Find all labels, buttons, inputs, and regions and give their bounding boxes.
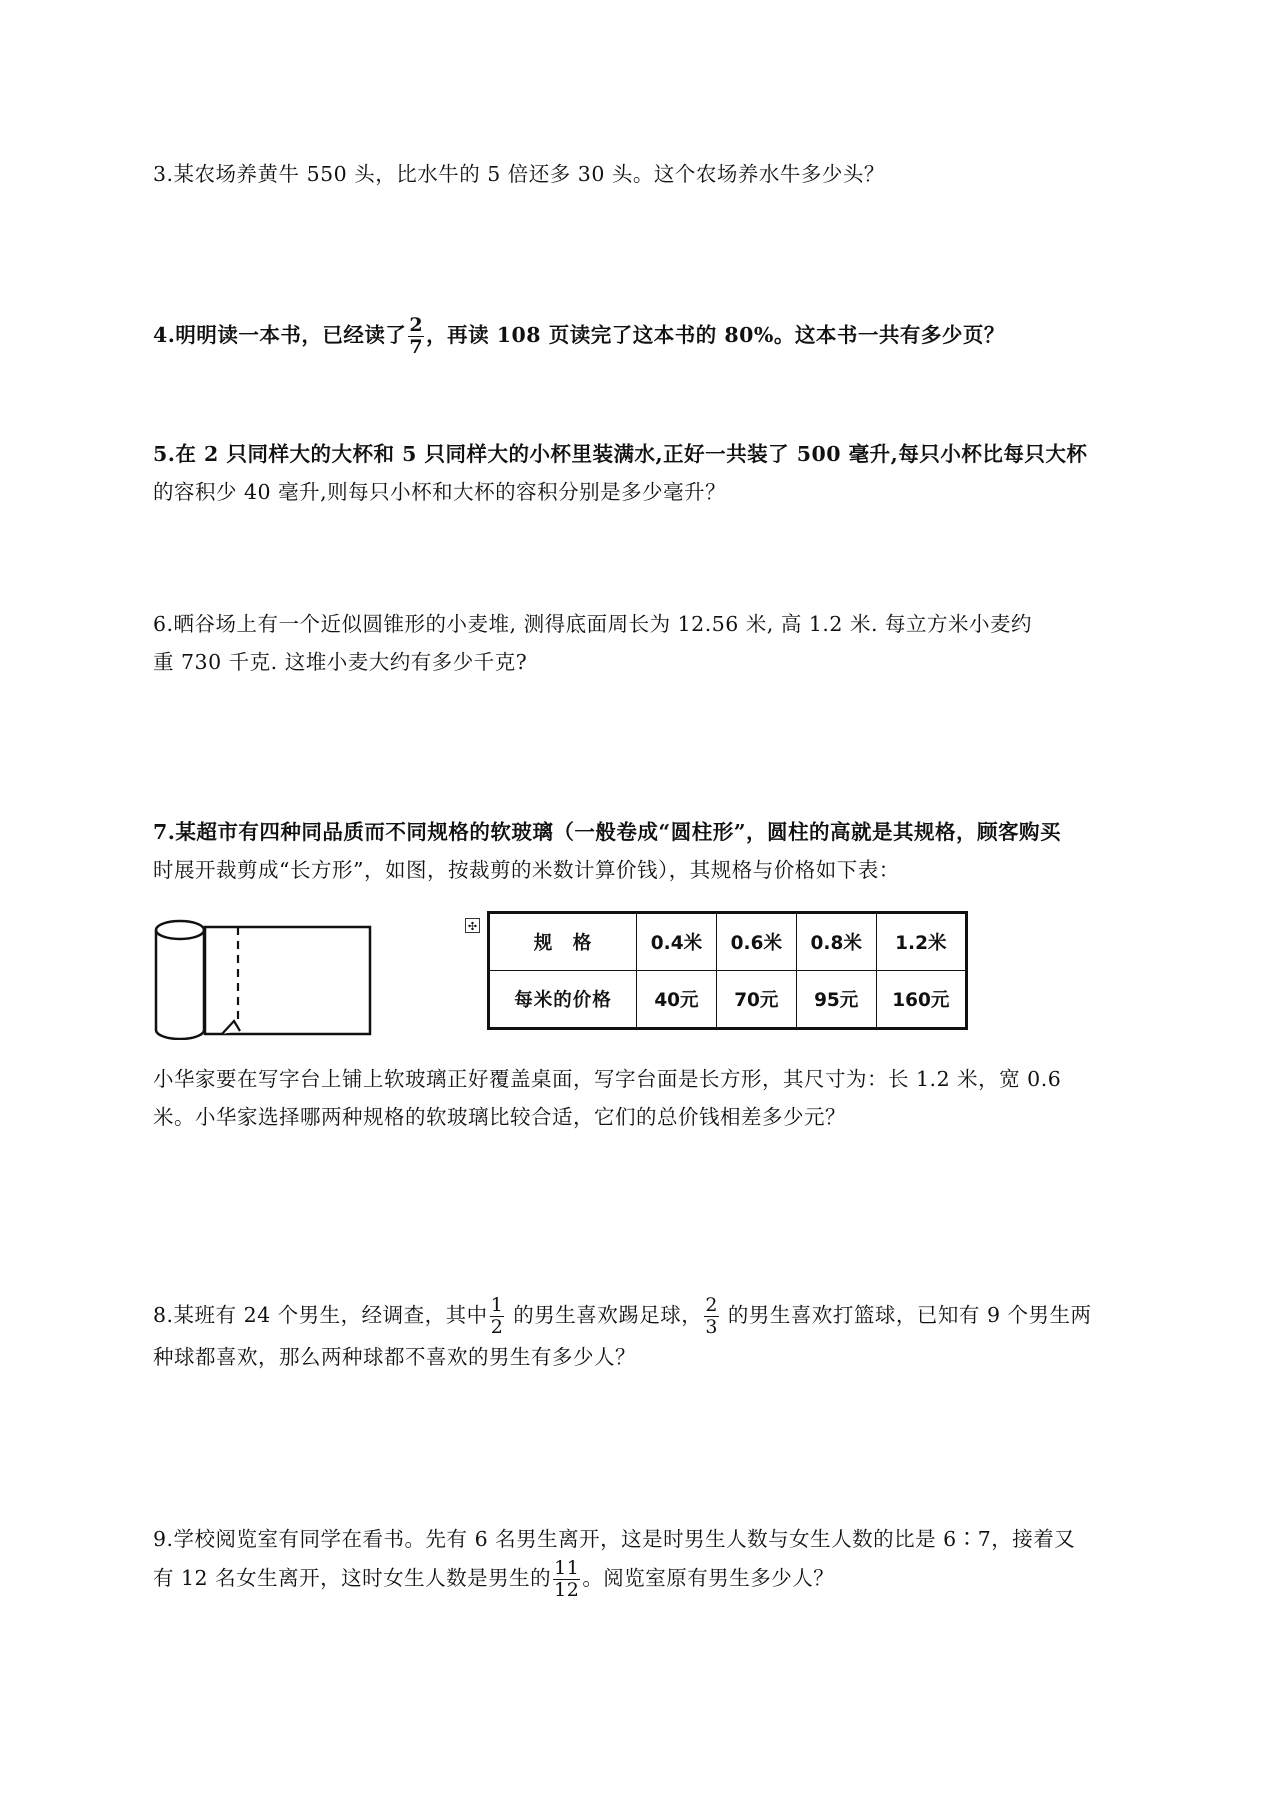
fraction-2-7 [408, 315, 424, 358]
fraction-denominator: 12 [554, 1579, 580, 1601]
question-5-line-1 [153, 435, 1138, 473]
fraction-denominator: 3 [705, 1316, 718, 1338]
question-8-line-1 [153, 1295, 1138, 1338]
question-7-body [153, 1060, 1138, 1136]
fraction-denominator: 2 [490, 1316, 504, 1338]
question-8-text-before: 8.某班有 24 个男生，经调查，其中 [153, 1303, 488, 1327]
price-cell: 160元 [876, 971, 966, 1029]
question-7-intro [153, 813, 1138, 889]
price-table [487, 911, 968, 1030]
question-8 [153, 1295, 1138, 1376]
question-9-line-1: 9.学校阅览室有同学在看书。先有 6 名男生离开，这是时男生人数与女生人数的比是 6∶7，接着又 [153, 1527, 1076, 1551]
price-cell: 95元 [796, 971, 876, 1029]
price-label: 每米的价格 [489, 971, 637, 1029]
question-8-text-mid: 的男生喜欢踢足球， [506, 1303, 703, 1327]
spec-cell: 0.6米 [716, 913, 796, 971]
fraction-numerator: 2 [409, 314, 424, 336]
question-9-text-before: 有 12 名女生离开，这时女生人数是男生的 [153, 1566, 552, 1590]
move-anchor-icon[interactable]: ✣ [465, 918, 480, 933]
fraction-numerator: 11 [554, 1557, 580, 1579]
question-9-text-after: 。阅览室原有男生多少人？ [582, 1566, 835, 1590]
question-7-line-1: 7.某超市有四种同品质而不同规格的软玻璃（一般卷成“圆柱形”，圆柱的高就是其规格，顾客购买 [153, 820, 1061, 844]
price-cell: 40元 [637, 971, 717, 1029]
question-6 [153, 605, 1138, 681]
spec-cell: 0.4米 [637, 913, 717, 971]
question-4-text-after: ，再读 108 页读完了这本书的 80%。这本书一共有多少页？ [426, 323, 1005, 347]
rolled-glass-figure [150, 918, 375, 1040]
question-8-line-2: 种球都喜欢，那么两种球都不喜欢的男生有多少人？ [153, 1345, 636, 1369]
question-7-line-3: 小华家要在写字台上铺上软玻璃正好覆盖桌面，写字台面是长方形，其尺寸为：长 1.2 米，宽 0.6 [153, 1067, 1062, 1091]
fraction-numerator: 2 [705, 1294, 718, 1316]
table-row-specs [489, 913, 967, 971]
table-row-prices [489, 971, 967, 1029]
question-9-line-2 [153, 1558, 1138, 1601]
question-5 [153, 435, 1138, 511]
spec-cell: 0.8米 [796, 913, 876, 971]
question-4 [153, 315, 1138, 358]
spec-cell: 1.2米 [876, 913, 966, 971]
fraction-2-3 [704, 1295, 719, 1338]
fraction-1-2 [490, 1295, 505, 1338]
fraction-denominator: 7 [409, 336, 424, 358]
price-cell: 70元 [716, 971, 796, 1029]
fraction-numerator: 1 [490, 1294, 504, 1316]
question-5-line-2: 的容积少 40 毫升,则每只小杯和大杯的容积分别是多少毫升？ [153, 480, 727, 504]
question-5-line-1-text: 5.在 2 只同样大的大杯和 5 只同样大的小杯里装满水,正好一共装了 500 毫升,每只小杯比每只大杯 [153, 442, 1088, 466]
question-3-text: 3.某农场养黄牛 550 头，比水牛的 5 倍还多 30 头。这个农场养水牛多少头？ [153, 162, 885, 186]
spec-label: 规 格 [489, 913, 637, 971]
question-8-text-after: 的男生喜欢打篮球，已知有 9 个男生两 [720, 1303, 1092, 1327]
question-3 [153, 155, 1138, 193]
question-6-line-1: 6.晒谷场上有一个近似圆锥形的小麦堆, 测得底面周长为 12.56 米, 高 1.2 米. 每立方米小麦约 [153, 612, 1033, 636]
question-7-line-4: 米。小华家选择哪两种规格的软玻璃比较合适，它们的总价钱相差多少元？ [153, 1105, 846, 1129]
question-6-line-2: 重 730 千克. 这堆小麦大约有多少千克? [153, 650, 528, 674]
question-9 [153, 1520, 1138, 1601]
fraction-11-12 [553, 1558, 580, 1601]
question-4-text-before: 4.明明读一本书，已经读了 [153, 323, 407, 347]
question-7-line-2: 时展开裁剪成“长方形”，如图，按裁剪的米数计算价钱），其规格与价格如下表： [153, 858, 900, 882]
